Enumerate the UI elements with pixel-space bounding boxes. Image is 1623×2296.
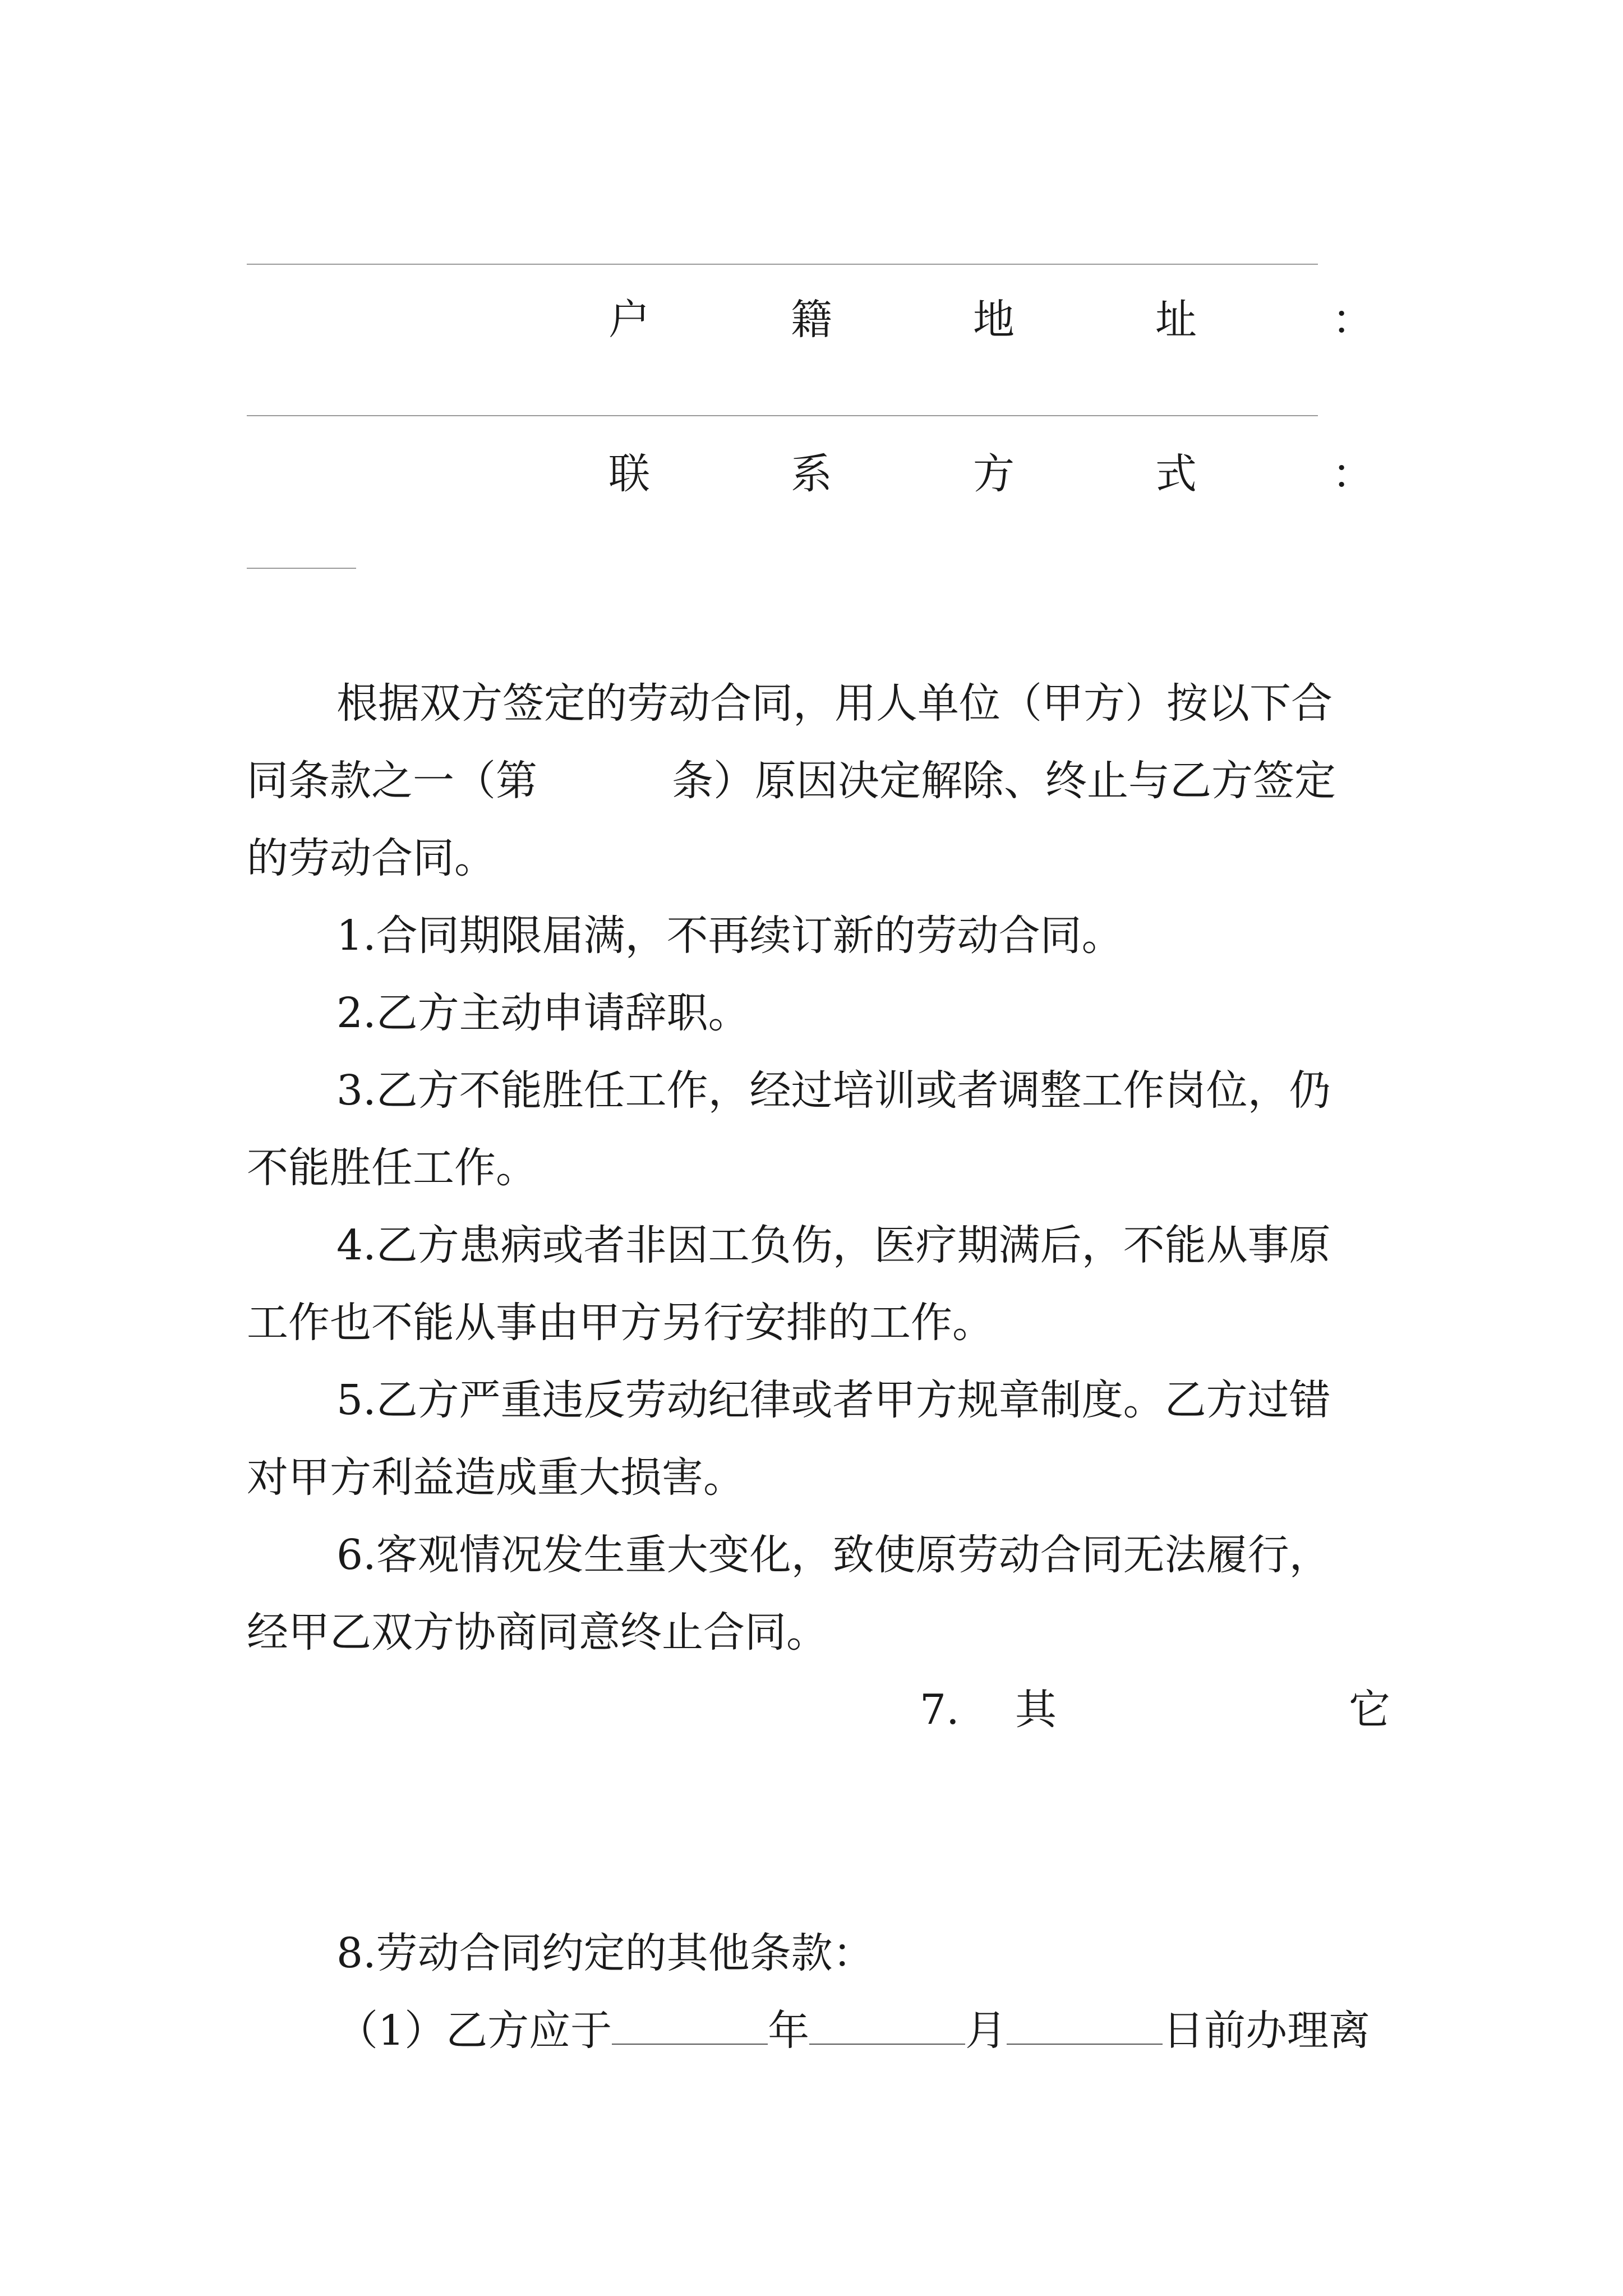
fill-in-line [247,264,1318,265]
clause-5-cont: 对甲方利益造成重大损害。 [247,1453,745,1502]
label-char: 联 [608,450,650,498]
body-text [247,665,1391,2101]
clause-3-cont: 不能胜任工作。 [247,1144,537,1192]
label-char: 系 [791,450,832,498]
label-char: 址 [1155,296,1197,344]
year-blank [612,2010,768,2045]
clause-1: 1.合同期限届满，不再续订新的劳动合同。 [336,912,1123,960]
month-blank [809,2010,965,2045]
intro-text: 条）原因决定解除、终止与乙方签定 [672,757,1336,805]
label-char: 式 [1155,450,1197,498]
intro-line [247,742,1336,820]
clause-6: 6.客观情况发生重大变化，致使原劳动合同无法履行， [336,1531,1331,1579]
contact-label [0,443,1623,505]
clause-6-cont: 经甲乙双方协商同意终止合同。 [247,1608,828,1657]
clause-7-text: 其 [1015,1686,1057,1734]
clause-7-text: 它 [1349,1686,1390,1734]
clause-text: 年 [768,2007,810,2055]
hukou-address-label [0,289,1623,351]
day-blank [1007,2010,1163,2045]
clause-4: 4.乙方患病或者非因工负伤，医疗期满后，不能从事原 [336,1221,1331,1269]
clause-8: 8.劳动合同约定的其他条款： [336,1929,874,1977]
label-char: 方 [973,450,1015,498]
fill-in-line [247,415,1318,416]
clause-8-1 [336,1992,1370,2069]
intro-line: 的劳动合同。 [247,834,496,882]
intro-line: 根据双方签定的劳动合同，用人单位（甲方）按以下合 [336,679,1332,728]
fill-in-line [247,568,356,569]
label-char: ： [1332,450,1373,498]
clause-2: 2.乙方主动申请辞职。 [336,989,750,1037]
label-char: 籍 [791,296,832,344]
clause-4-cont: 工作也不能从事由甲方另行安排的工作。 [247,1299,994,1347]
clause-text: 日前办理离 [1163,2007,1371,2055]
label-char: 地 [973,296,1015,344]
clause-3: 3.乙方不能胜任工作，经过培训或者调整工作岗位，仍 [336,1066,1331,1115]
clause-7-number: 7. [920,1686,960,1734]
label-char: ： [1332,296,1373,344]
label-char: 户 [608,296,650,344]
clause-text: 月 [965,2007,1007,2055]
clause-text: （1）乙方应于 [336,2007,612,2055]
clause-5: 5.乙方严重违反劳动纪律或者甲方规章制度。乙方过错 [336,1376,1331,1424]
intro-text: 同条款之一（第 [247,757,537,805]
